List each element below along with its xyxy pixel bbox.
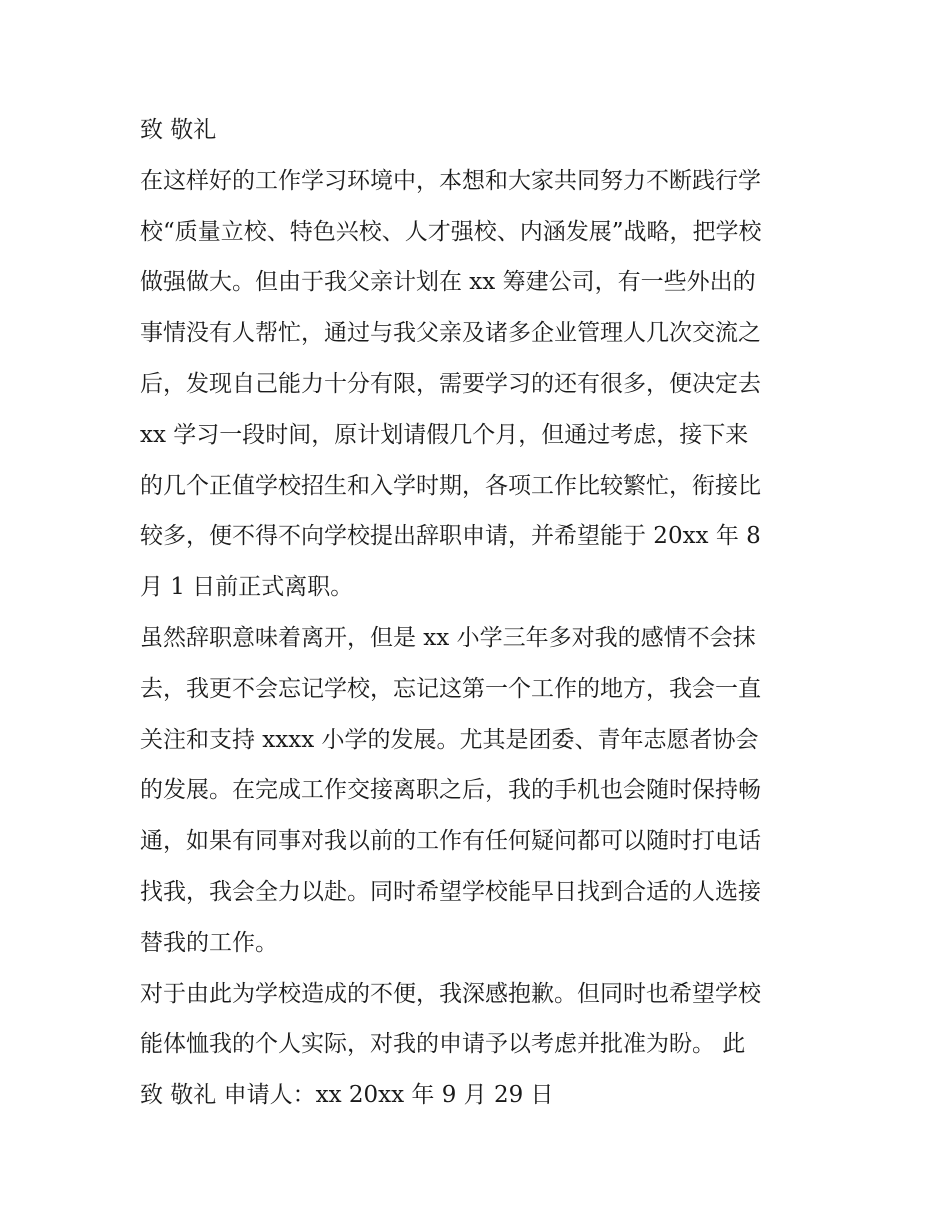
paragraph-closing <box>140 969 820 1121</box>
text-line: 的几个正值学校招生和入学时期，各项工作比较繁忙，衔接比 <box>140 472 761 499</box>
text-line: xx 学习一段时间，原计划请假几个月，但通过考虑，接下来 <box>140 421 749 448</box>
text-line: 替我的工作。 <box>140 929 278 956</box>
text-line: 通，如果有同事对我以前的工作有任何疑问都可以随时打电话 <box>140 828 761 855</box>
text-line: 虽然辞职意味着离开，但是 xx 小学三年多对我的感情不会抹 <box>140 624 756 651</box>
paragraph-reason <box>140 156 820 613</box>
text-line: 在这样好的工作学习环境中，本想和大家共同努力不断践行学 <box>140 167 761 194</box>
text-line: 找我，我会全力以赴。同时希望学校能早日找到合适的人选接 <box>140 878 761 905</box>
paragraph-farewell <box>140 613 820 969</box>
text-line: 对于由此为学校造成的不便，我深感抱歉。但同时也希望学校 <box>140 980 761 1007</box>
document-body <box>140 105 820 1121</box>
text-line: 去，我更不会忘记学校，忘记这第一个工作的地方，我会一直 <box>140 675 761 702</box>
text-line: 后，发现自己能力十分有限，需要学习的还有很多，便决定去 <box>140 370 761 397</box>
text-line: 校“质量立校、特色兴校、人才强校、内涵发展”战略，把学校 <box>140 218 762 245</box>
text-line: 事情没有人帮忙，通过与我父亲及诸多企业管理人几次交流之 <box>140 320 761 347</box>
salutation: 致 敬礼 <box>140 117 217 143</box>
text-line: 月 1 日前正式离职。 <box>140 574 354 601</box>
text-line: 关注和支持 xxxx 小学的发展。尤其是团委、青年志愿者协会 <box>140 726 759 753</box>
signature-line: 致 敬礼 申请人：xx 20xx 年 9 月 29 日 <box>140 1082 554 1109</box>
text-line: 较多，便不得不向学校提出辞职申请，并希望能于 20xx 年 8 <box>140 523 761 550</box>
text-line: 做强做大。但由于我父亲计划在 xx 筹建公司，有一些外出的 <box>140 269 756 296</box>
text-line: 能体恤我的个人实际，对我的申请予以考虑并批准为盼。 此 <box>140 1031 746 1058</box>
text-line: 的发展。在完成工作交接离职之后，我的手机也会随时保持畅 <box>140 777 761 804</box>
